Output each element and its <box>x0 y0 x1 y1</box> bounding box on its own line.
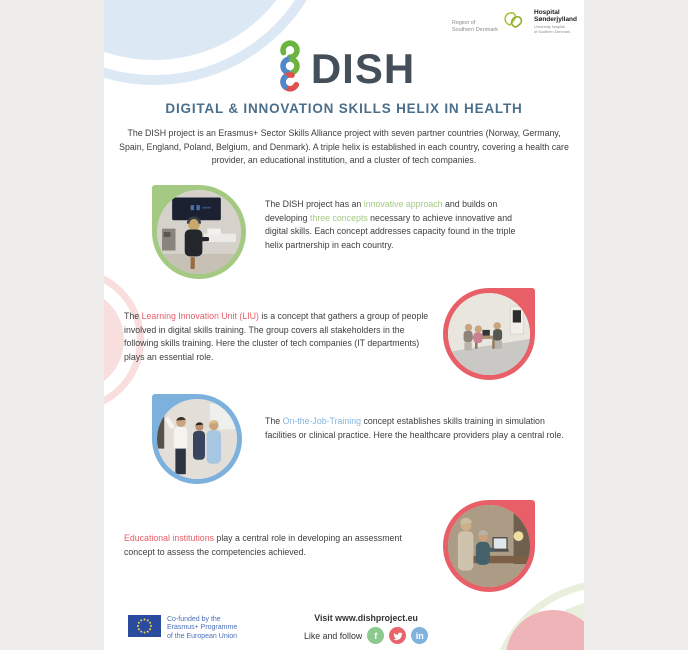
hospital-subtitle: University hospital of Southern Denmark <box>534 24 571 34</box>
region-of-southern-denmark-logo <box>452 9 524 36</box>
twitter-icon[interactable] <box>389 627 406 644</box>
decor-pink-solid-circle <box>506 610 584 650</box>
eu-cofunding-block <box>128 615 278 642</box>
eu-cofunding-label: Co-funded by the Erasmus+ Programme of the European Union <box>167 615 238 640</box>
hospital-name: Hospital Sønderjylland <box>534 9 577 24</box>
website-link[interactable]: Visit www.dishproject.eu <box>314 613 418 623</box>
follow-label: Like and follow <box>304 630 363 641</box>
partner-logos <box>452 9 577 36</box>
dish-helix-icon <box>273 40 307 97</box>
dish-poster <box>104 0 584 650</box>
section-text: The Learning Innovation Unit (LIU) is a concept that gathers a group of people involved in digital skills training. The group covers all stakeholders in the following skills training. Here the cluster of tech companies (IT departments) plays an essential role. <box>124 310 429 362</box>
section-text: The DISH project has an innovative approach and builds on developing three concepts necessary to achieve innovative and digital skills. Each concept addresses capacity found in the triple helix partnership in each country. <box>265 198 516 250</box>
eu-flag-icon <box>128 615 161 642</box>
photo-blob-red <box>443 288 535 380</box>
section-text: Educational institutions play a central role in developing an assessment concept to assess the competencies achieved. <box>124 532 402 557</box>
social-row <box>304 627 428 644</box>
photo-blob-green <box>152 185 246 279</box>
dish-logo-word: DISH <box>310 44 416 92</box>
linkedin-icon[interactable]: in <box>411 627 428 644</box>
photo-blob-blue <box>152 394 242 484</box>
hospital-sonderjylland-logo <box>534 9 577 35</box>
intro-paragraph: The DISH project is an Erasmus+ Sector Skills Alliance project with seven partner countries (Norway, Germany, Spain, England, Poland, Belgium, and Denmark). A triple helix is established in each country, covering a health care provider, an educational institution, and a cluster of tech companies. <box>119 128 569 166</box>
meeting-room-photo <box>448 293 530 375</box>
assessment-desk-photo <box>448 505 530 587</box>
simulation-control-room-photo <box>157 190 241 274</box>
page-title: DIGITAL & INNOVATION SKILLS HELIX IN HEALTH <box>165 101 523 116</box>
section-text: The On-the-Job-Training concept establishes skills training in simulation facilities or clinical practice. Here the healthcare providers play a central role. <box>265 415 564 440</box>
section-innovative-approach <box>152 185 584 279</box>
dish-logo <box>104 40 584 97</box>
section-on-the-job-training <box>152 394 584 484</box>
region-logo-text: Region of Southern Denmark <box>451 19 499 33</box>
section-educational-institutions <box>104 500 584 592</box>
region-leaves-icon <box>500 9 524 36</box>
visit-block <box>304 613 428 644</box>
clinical-team-photo <box>157 399 237 479</box>
section-learning-innovation-unit <box>104 288 584 380</box>
footer <box>128 613 428 644</box>
facebook-icon[interactable]: f <box>367 627 384 644</box>
photo-blob-red-2 <box>443 500 535 592</box>
